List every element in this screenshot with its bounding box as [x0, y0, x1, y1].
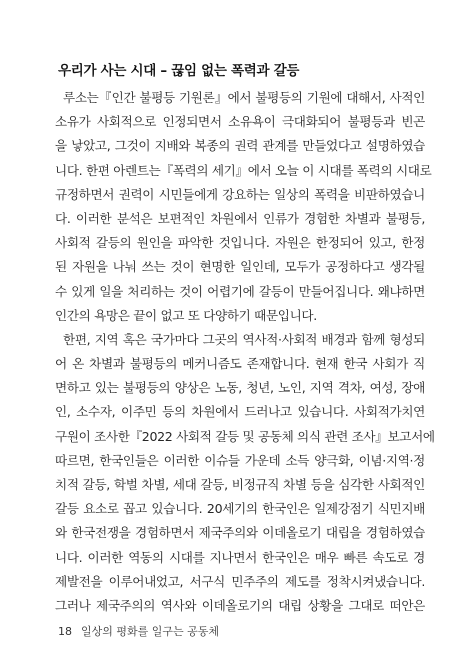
text-line: 어 온 차별과 불평등의 메커니즘도 존재합니다. 현재 한국 사회가 직 [55, 356, 425, 372]
text-line: 제발전을 이루어내었고, 서구식 민주주의 제도를 정착시켜냈습니다. [55, 573, 425, 589]
page-footer [58, 623, 219, 639]
text-line: 니다. 한편 아렌트는『폭력의 세기』에서 오늘 이 시대를 폭력의 시대로 [55, 162, 432, 178]
page-number: 18 [58, 625, 72, 638]
text-line: 사회적 갈등의 원인을 파악한 것입니다. 자원은 한정되어 있고, 한정 [55, 235, 425, 251]
text-line: 을 낳았고, 그것이 지배와 복종의 권력 관계를 만들었다고 설명하였습 [55, 138, 425, 154]
text-line: 구원이 조사한『2022 사회적 갈등 및 공동체 의식 관련 조사』보고서에 [55, 428, 435, 444]
text-line: 수 있게 일을 처리하는 것이 어렵기에 갈등이 만들어집니다. 왜냐하면 [55, 283, 425, 299]
text-line: 따르면, 한국인들은 이러한 이슈들 가운데 소득 양극화, 이념·지역·정 [55, 452, 425, 468]
text-line: 다. 이러한 분석은 보편적인 차원에서 인류가 경험한 차별과 불평등, [55, 210, 425, 226]
text-line: 규정하면서 권력이 시민들에게 강요하는 일상의 폭력을 비판하였습니 [55, 186, 425, 202]
book-title: 일상의 평화를 일구는 공동체 [81, 625, 220, 638]
text-line: 인간의 욕망은 끝이 없고 또 다양하기 때문입니다. [55, 307, 317, 323]
text-line: 한편, 지역 혹은 국가마다 그곳의 역사적·사회적 배경과 함께 형성되 [63, 331, 425, 347]
section-heading: 우리가 사는 시대 – 끊임 없는 폭력과 갈등 [58, 63, 300, 79]
text-line: 면하고 있는 불평등의 양상은 노동, 청년, 노인, 지역 격차, 여성, 장애 [55, 380, 425, 396]
text-line: 와 한국전쟁을 경험하면서 제국주의와 이데올로기 대립을 경험하였습 [55, 525, 425, 541]
text-line: 인, 소수자, 이주민 등의 차원에서 드러나고 있습니다. 사회적가치연 [55, 404, 425, 420]
text-line: 니다. 이러한 역동의 시대를 지나면서 한국인은 매우 빠른 속도로 경 [55, 549, 425, 565]
text-line: 루소는『인간 불평등 기원론』에서 불평등의 기원에 대해서, 사적인 [63, 90, 425, 105]
text-line: 된 자원을 나눠 쓰는 것이 현명한 일인데, 모두가 공정하다고 생각될 [55, 259, 425, 275]
text-line: 소유가 사회적으로 인정되면서 소유욕이 극대화되어 불평등과 빈곤 [55, 114, 425, 130]
text-line: 그러나 제국주의의 역사와 이데올로기의 대립 상황을 그대로 떠안은 [55, 597, 425, 613]
text-line: 갈등 요소로 꼽고 있습니다. 20세기의 한국인은 일제강점기 식민지배 [55, 501, 425, 517]
text-line: 치적 갈등, 학벌 차별, 세대 갈등, 비정규직 차별 등을 심각한 사회적인 [55, 477, 425, 492]
body-text [55, 86, 435, 618]
